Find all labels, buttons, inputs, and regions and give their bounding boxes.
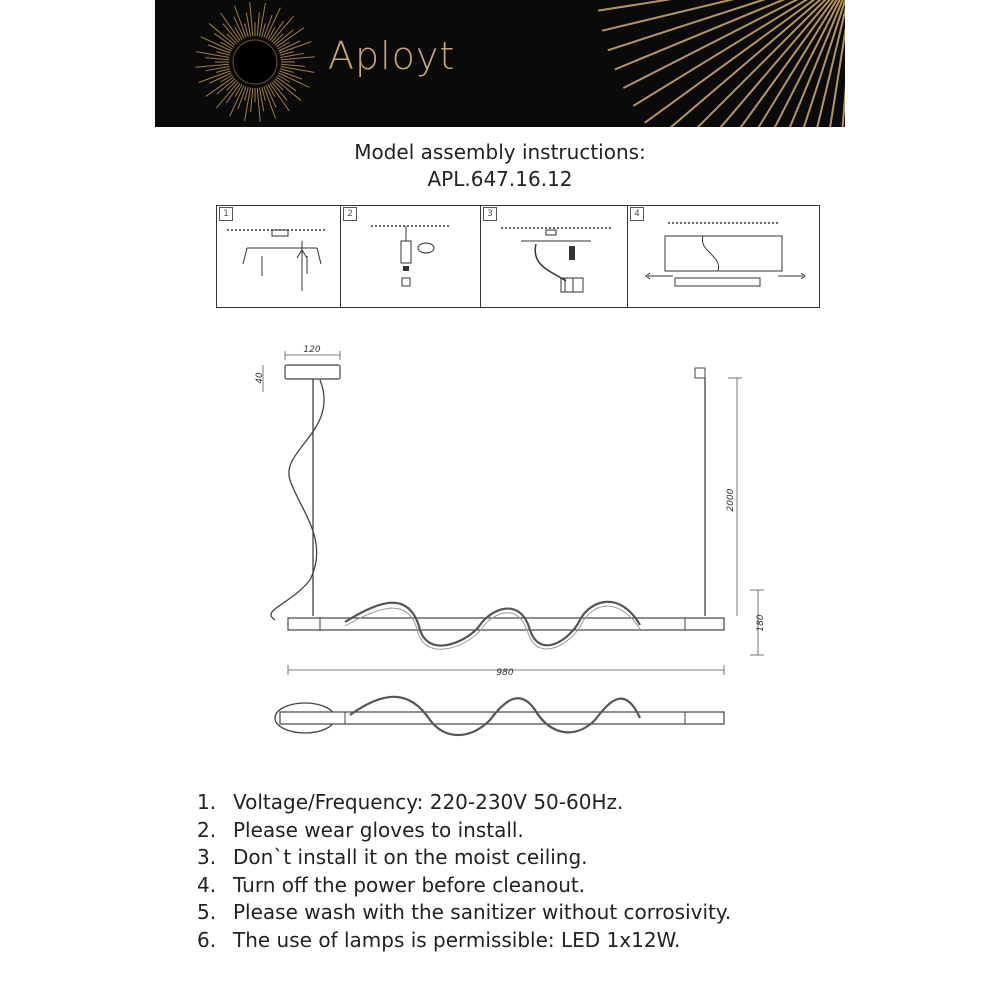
- sunburst-logo-icon: [155, 0, 845, 127]
- canopy-width-label: 120: [303, 345, 321, 355]
- spec-list: [197, 789, 731, 954]
- instructions-title: Model assembly instructions:: [354, 140, 646, 164]
- spec-item: 5. Please wash with the sanitizer without corrosivity.: [197, 900, 732, 924]
- connector-icon: [341, 206, 481, 306]
- step-1: [217, 206, 341, 307]
- ceiling-mount-icon: [217, 206, 341, 306]
- wiring-icon: [481, 206, 628, 306]
- step-number: 3: [483, 207, 497, 221]
- lamp-top-view: [280, 712, 724, 724]
- assembly-steps: [216, 205, 820, 308]
- technical-drawing: [0, 340, 1000, 760]
- model-number: APL.647.16.12: [427, 167, 573, 191]
- spec-item: 6. The use of lamps is permissible: LED 1x12W.: [197, 927, 681, 952]
- step-4: [628, 206, 821, 307]
- cable-length-label: 2000: [726, 488, 736, 512]
- lamp-height-label: 180: [756, 614, 766, 632]
- step-3: [481, 206, 628, 307]
- brand-name: Aployt: [328, 34, 456, 78]
- lamp-length-label: 980: [496, 668, 514, 678]
- step-number: 2: [343, 207, 357, 221]
- spec-item: 4. Turn off the power before cleanout.: [197, 872, 586, 897]
- lamp-bar: [288, 618, 724, 630]
- spec-item: 2. Please wear gloves to install.: [197, 817, 524, 842]
- fixture-assembly-icon: [628, 206, 821, 306]
- spec-item: 3. Don`t install it on the moist ceiling.: [197, 845, 588, 869]
- canopy-height-label: 40: [255, 372, 265, 384]
- brand-banner: [155, 0, 845, 127]
- step-number: 4: [630, 207, 644, 221]
- canopy: [285, 365, 340, 379]
- step-number: 1: [219, 207, 233, 221]
- spec-item: 1. Voltage/Frequency: 220-230V 50-60Hz.: [197, 790, 624, 814]
- step-2: [341, 206, 481, 307]
